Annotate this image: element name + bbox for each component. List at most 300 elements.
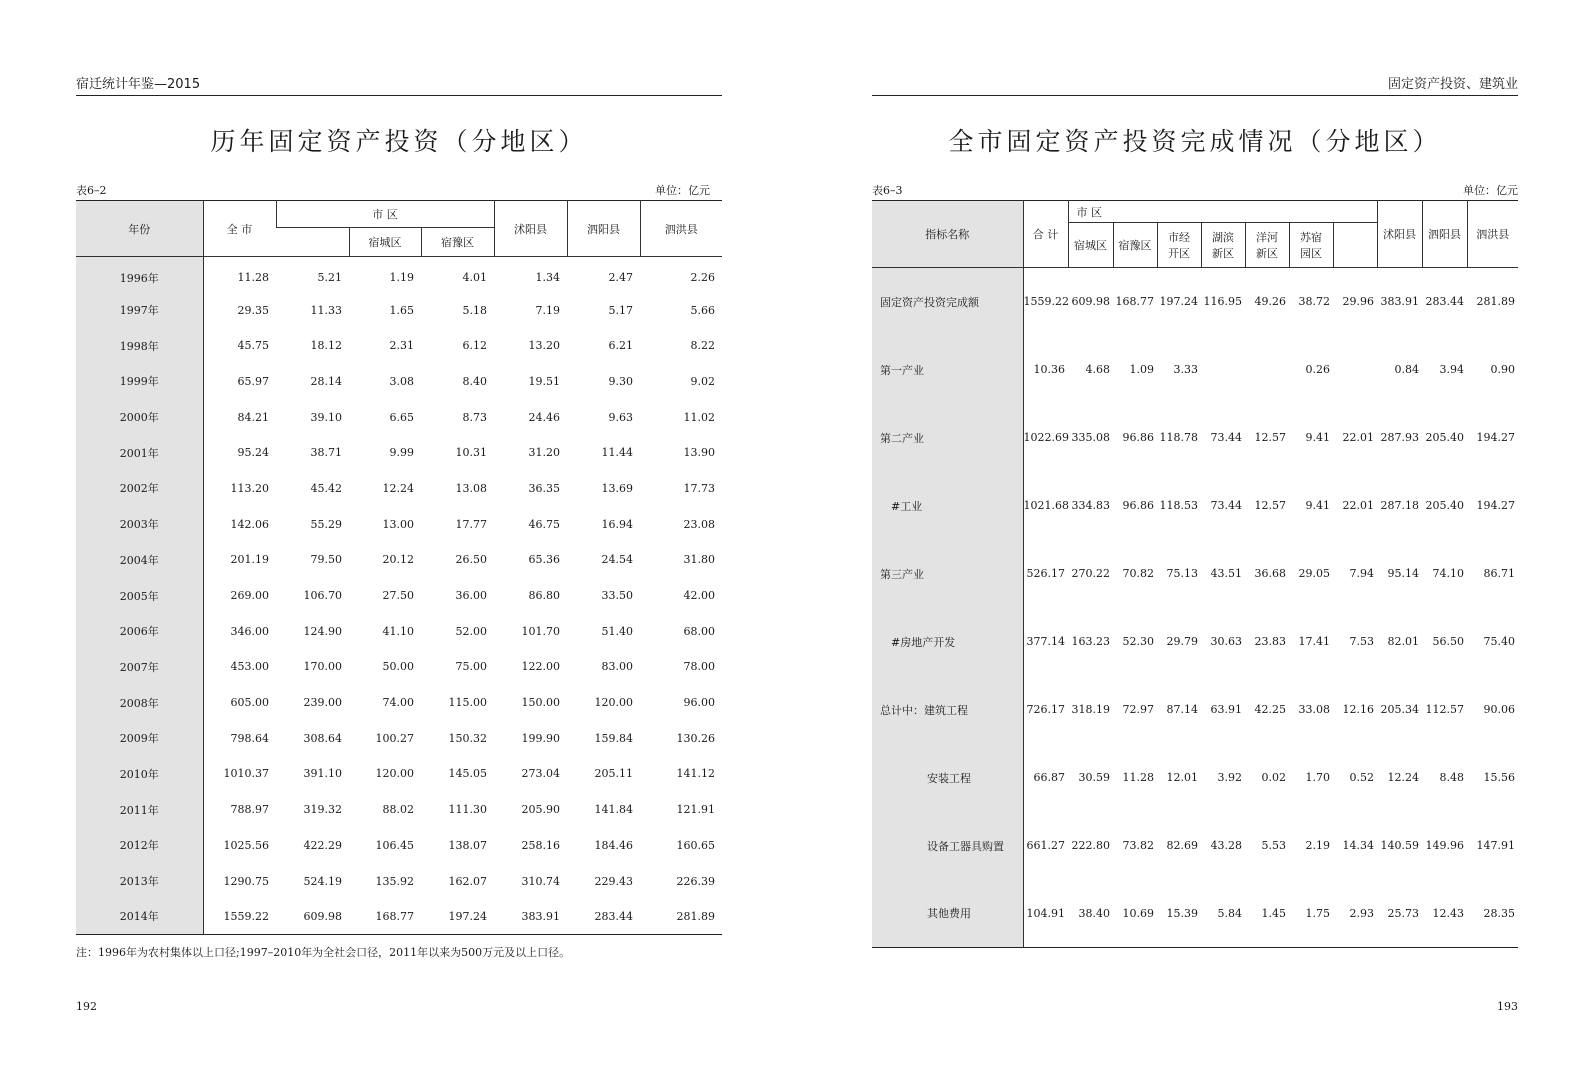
value-cell: 159.84 (594, 731, 634, 745)
value-cell: 3.92 (1217, 771, 1242, 784)
value-cell: 122.00 (521, 660, 561, 674)
value-cell: 104.91 (1026, 906, 1065, 920)
year-cell: 2002年 (76, 471, 203, 507)
value-cell: 1021.68 (1023, 499, 1069, 512)
value-cell: 524.19 (303, 874, 342, 888)
value-cell: 56.50 (1432, 635, 1465, 648)
value-cell: 74.10 (1432, 567, 1465, 580)
value-cell: 281.89 (1476, 295, 1516, 309)
value-cell: 30.59 (1078, 771, 1110, 784)
value-cell: 106.45 (375, 838, 414, 852)
table-row (872, 404, 1518, 472)
indicator-name-cell: 第三产业 (872, 540, 1023, 608)
value-cell: 308.64 (303, 731, 342, 745)
table-title: 历年固定资产投资（分地区） (210, 127, 588, 156)
value-cell: 121.91 (676, 803, 716, 817)
value-cell: 19.51 (528, 374, 561, 388)
value-cell: 197.24 (1159, 295, 1198, 309)
value-cell: 9.63 (608, 410, 634, 424)
value-cell: 5.17 (608, 303, 634, 317)
table-row (872, 336, 1518, 404)
header-suzhou-line1: 苏宿 (1300, 231, 1322, 244)
value-cell: 269.00 (230, 589, 269, 603)
value-cell: 2.47 (608, 271, 634, 285)
year-cell: 1997年 (76, 292, 203, 328)
header-sihong: 泗洪县 (1467, 201, 1518, 268)
value-cell: 95.14 (1387, 567, 1420, 580)
table-row (76, 828, 722, 864)
value-cell: 5.18 (462, 303, 488, 317)
value-cell: 13.69 (601, 481, 634, 495)
year-cell: 2004年 (76, 542, 203, 578)
value-cell: 124.90 (303, 624, 342, 638)
value-cell: 318.19 (1071, 703, 1110, 716)
value-cell: 229.43 (594, 874, 634, 888)
indicator-name-cell: #房地产开发 (872, 608, 1023, 676)
table-row (872, 540, 1518, 608)
value-cell: 0.84 (1394, 363, 1420, 376)
value-cell: 1022.69 (1023, 431, 1069, 444)
value-cell: 14.34 (1342, 839, 1375, 852)
table-row (76, 435, 722, 471)
value-cell: 86.80 (528, 589, 561, 603)
running-head-text: 固定资产投资、建筑业 (1387, 77, 1518, 92)
header-sihong: 泗洪县 (640, 201, 722, 257)
value-cell: 141.12 (676, 767, 716, 781)
value-cell: 0.02 (1261, 771, 1286, 784)
value-cell: 3.33 (1173, 363, 1198, 376)
header-sucheng: 宿城区 (349, 228, 421, 257)
header-yanghe-line2: 新区 (1256, 247, 1278, 260)
value-cell: 9.41 (1305, 431, 1330, 444)
value-cell: 526.17 (1026, 567, 1065, 580)
year-cell: 2005年 (76, 578, 203, 614)
value-cell: 83.00 (601, 660, 634, 674)
table-row (76, 578, 722, 614)
value-cell: 51.40 (601, 624, 634, 638)
value-cell: 9.99 (389, 446, 414, 460)
value-cell: 788.97 (230, 803, 269, 817)
header-econ-dev-line1: 市经 (1168, 231, 1190, 244)
value-cell: 82.69 (1166, 839, 1198, 852)
value-cell: 226.39 (676, 874, 716, 888)
value-cell: 1.19 (389, 271, 414, 285)
value-cell: 36.68 (1254, 567, 1286, 580)
value-cell: 1290.75 (223, 874, 269, 888)
header-shuyang: 沭阳县 (494, 201, 567, 257)
value-cell: 1025.56 (223, 838, 269, 852)
year-cell: 2013年 (76, 863, 203, 899)
value-cell: 42.25 (1254, 703, 1286, 716)
value-cell: 4.01 (462, 271, 488, 285)
indicator-name-cell: 设备工器具购置 (872, 812, 1023, 880)
table-row (76, 720, 722, 756)
value-cell: 8.40 (462, 374, 488, 388)
value-cell: 96.86 (1122, 431, 1154, 444)
footnote: 注：1996年为农村集体以上口径;1997–2010年为全社会口径，2011年以来为500万元及以上口径。 (76, 946, 571, 959)
value-cell: 142.06 (230, 517, 269, 531)
value-cell: 29.96 (1342, 295, 1375, 309)
value-cell: 319.32 (303, 803, 342, 817)
value-cell: 1.45 (1261, 906, 1286, 920)
value-cell: 65.36 (528, 553, 561, 567)
value-cell: 0.52 (1349, 771, 1375, 784)
value-cell: 12.24 (382, 481, 414, 495)
value-cell: 135.92 (375, 874, 414, 888)
value-cell: 17.41 (1298, 635, 1330, 648)
value-cell: 66.87 (1033, 771, 1065, 784)
value-cell: 145.05 (448, 767, 488, 781)
table-row (872, 880, 1518, 948)
value-cell: 130.26 (676, 731, 716, 745)
value-cell: 8.22 (690, 339, 716, 353)
value-cell: 26.50 (455, 553, 488, 567)
indicator-name-cell: 安装工程 (872, 744, 1023, 812)
header-hubin (1201, 223, 1245, 268)
value-cell: 334.83 (1071, 499, 1110, 512)
header-sucheng: 宿城区 (1068, 223, 1113, 268)
table-row (872, 812, 1518, 880)
header-hubin-line2: 新区 (1212, 247, 1234, 260)
table-row (76, 685, 722, 721)
header-suyu: 宿豫区 (421, 228, 494, 257)
left-page (76, 0, 722, 1077)
table-row (76, 328, 722, 364)
value-cell: 273.04 (521, 767, 561, 781)
value-cell: 147.91 (1476, 839, 1516, 852)
running-head (872, 75, 1518, 96)
table-number: 表6–2 (76, 184, 107, 197)
header-urban: 市 区 (1068, 201, 1377, 223)
value-cell: 38.72 (1298, 295, 1330, 309)
table-row (76, 756, 722, 792)
value-cell: 38.40 (1078, 906, 1110, 920)
header-urban-spacer (1333, 223, 1377, 268)
indicator-name-cell: 固定资产投资完成额 (872, 268, 1023, 336)
value-cell: 17.77 (455, 517, 488, 531)
value-cell: 0.90 (1490, 363, 1516, 376)
value-cell: 73.44 (1210, 431, 1242, 444)
value-cell: 11.44 (601, 446, 634, 460)
header-siyang: 泗阳县 (1422, 201, 1467, 268)
value-cell: 346.00 (230, 624, 269, 638)
value-cell: 55.29 (310, 517, 342, 531)
value-cell: 7.53 (1349, 635, 1375, 648)
value-cell: 29.05 (1298, 567, 1330, 580)
value-cell: 9.30 (608, 374, 634, 388)
value-cell: 6.12 (462, 339, 488, 353)
value-cell: 383.91 (521, 909, 561, 923)
value-cell: 453.00 (230, 660, 269, 674)
value-cell: 38.71 (310, 446, 342, 460)
table-row (872, 676, 1518, 744)
value-cell: 28.35 (1483, 906, 1516, 920)
investment-completion-body (872, 268, 1518, 948)
value-cell: 239.00 (303, 696, 342, 710)
value-cell: 15.56 (1483, 771, 1516, 784)
value-cell: 27.50 (382, 589, 414, 603)
value-cell: 120.00 (594, 696, 634, 710)
value-cell: 70.82 (1122, 567, 1154, 580)
header-siyang: 泗阳县 (567, 201, 640, 257)
value-cell: 31.80 (683, 553, 716, 567)
table-row (76, 649, 722, 685)
value-cell: 798.64 (230, 731, 269, 745)
value-cell: 74.00 (382, 696, 414, 710)
value-cell: 118.53 (1159, 499, 1198, 512)
value-cell: 96.00 (683, 696, 716, 710)
header-yanghe-line1: 洋河 (1256, 231, 1278, 244)
value-cell: 112.57 (1425, 703, 1465, 716)
value-cell: 201.19 (230, 553, 269, 567)
value-cell: 287.93 (1380, 431, 1420, 444)
value-cell: 1.70 (1305, 771, 1330, 784)
value-cell: 149.96 (1425, 839, 1465, 852)
value-cell: 10.31 (455, 446, 488, 460)
value-cell: 41.10 (382, 624, 414, 638)
value-cell: 84.21 (237, 410, 269, 424)
value-cell: 194.27 (1476, 499, 1516, 512)
value-cell: 36.35 (528, 481, 561, 495)
value-cell: 1.65 (389, 303, 414, 317)
value-cell: 5.66 (690, 303, 716, 317)
value-cell: 29.79 (1166, 635, 1198, 648)
indicator-name-cell: 总计中：建筑工程 (872, 676, 1023, 744)
value-cell: 63.91 (1210, 703, 1242, 716)
running-head (76, 75, 722, 96)
value-cell: 12.16 (1342, 703, 1375, 716)
value-cell: 23.08 (683, 517, 716, 531)
unit-label: 单位：亿元 (655, 184, 710, 197)
value-cell: 78.00 (683, 660, 716, 674)
value-cell: 82.01 (1387, 635, 1420, 648)
indicator-name-cell: #工业 (872, 472, 1023, 540)
value-cell (1333, 336, 1377, 404)
value-cell: 197.24 (448, 909, 488, 923)
table-row (872, 608, 1518, 676)
value-cell: 75.00 (455, 660, 488, 674)
value-cell: 6.21 (608, 339, 634, 353)
header-econ-dev-zone (1157, 223, 1201, 268)
value-cell: 3.08 (389, 374, 414, 388)
table-row (76, 792, 722, 828)
value-cell: 335.08 (1071, 431, 1110, 444)
value-cell: 12.43 (1432, 906, 1465, 920)
value-cell: 33.08 (1298, 703, 1330, 716)
value-cell: 391.10 (303, 767, 342, 781)
value-cell: 168.77 (1115, 295, 1154, 309)
value-cell: 73.82 (1122, 839, 1154, 852)
year-cell: 1996年 (76, 257, 203, 293)
value-cell: 30.63 (1210, 635, 1242, 648)
header-suzhou-park (1289, 223, 1333, 268)
value-cell: 11.28 (1122, 771, 1154, 784)
year-cell: 1999年 (76, 364, 203, 400)
value-cell: 168.77 (375, 909, 414, 923)
investment-completion-table (872, 200, 1518, 948)
year-cell: 2007年 (76, 649, 203, 685)
value-cell: 16.94 (601, 517, 634, 531)
value-cell: 5.21 (317, 271, 342, 285)
value-cell: 150.00 (521, 696, 561, 710)
value-cell: 1559.22 (223, 909, 269, 923)
value-cell: 65.97 (237, 374, 269, 388)
value-cell: 24.46 (528, 410, 561, 424)
value-cell: 281.89 (676, 909, 716, 923)
table-meta (76, 182, 722, 198)
table-row (76, 292, 722, 328)
value-cell: 86.71 (1483, 567, 1516, 580)
value-cell: 141.84 (594, 803, 634, 817)
page-number: 193 (1497, 1000, 1518, 1013)
value-cell: 287.18 (1380, 499, 1420, 512)
value-cell: 7.19 (535, 303, 561, 317)
table-title: 全市固定资产投资完成情况（分地区） (948, 127, 1442, 156)
value-cell: 383.91 (1380, 295, 1420, 309)
value-cell: 101.70 (521, 624, 561, 638)
table-number: 表6–3 (872, 184, 903, 197)
value-cell: 205.40 (1425, 431, 1465, 444)
value-cell: 1.34 (535, 271, 561, 285)
value-cell (1245, 336, 1289, 404)
value-cell: 11.28 (237, 271, 269, 285)
value-cell: 12.24 (1387, 771, 1420, 784)
value-cell: 2.31 (389, 339, 414, 353)
value-cell: 2.93 (1349, 906, 1375, 920)
value-cell: 140.59 (1380, 839, 1420, 852)
value-cell: 87.14 (1166, 703, 1198, 716)
value-cell: 111.30 (448, 803, 488, 817)
year-cell: 2009年 (76, 720, 203, 756)
value-cell: 4.68 (1085, 363, 1110, 376)
value-cell: 25.73 (1387, 906, 1420, 920)
table-row (76, 613, 722, 649)
value-cell: 22.01 (1342, 431, 1375, 444)
value-cell: 43.28 (1210, 839, 1242, 852)
value-cell: 12.57 (1254, 499, 1286, 512)
value-cell: 28.14 (310, 374, 342, 388)
value-cell: 79.50 (310, 553, 342, 567)
value-cell: 0.26 (1305, 363, 1330, 376)
value-cell: 118.78 (1159, 431, 1198, 444)
table-row (872, 472, 1518, 540)
value-cell: 222.80 (1071, 839, 1110, 852)
value-cell: 199.90 (521, 731, 561, 745)
value-cell: 49.26 (1254, 295, 1286, 309)
value-cell: 22.01 (1342, 499, 1375, 512)
table-row (76, 899, 722, 935)
value-cell: 422.29 (303, 838, 342, 852)
header-year: 年份 (76, 201, 203, 257)
year-cell: 2012年 (76, 828, 203, 864)
value-cell: 1.75 (1305, 906, 1330, 920)
value-cell: 1.09 (1129, 363, 1154, 376)
table-row (76, 399, 722, 435)
header-city-total: 全 市 (203, 201, 276, 257)
table-row (76, 542, 722, 578)
value-cell: 15.39 (1166, 906, 1198, 920)
running-head-text: 宿迁统计年鉴—2015 (76, 77, 201, 92)
table-row (872, 744, 1518, 812)
value-cell: 12.01 (1166, 771, 1198, 784)
indicator-name-cell: 其他费用 (872, 880, 1023, 948)
value-cell: 45.75 (237, 339, 269, 353)
header-total: 合 计 (1023, 201, 1068, 268)
value-cell: 163.23 (1071, 635, 1110, 648)
year-cell: 2010年 (76, 756, 203, 792)
year-cell: 2003年 (76, 506, 203, 542)
table-row (76, 863, 722, 899)
value-cell: 726.17 (1026, 703, 1065, 716)
header-yanghe (1245, 223, 1289, 268)
value-cell: 23.83 (1254, 635, 1286, 648)
value-cell: 95.24 (237, 446, 269, 460)
page-number: 192 (76, 1000, 97, 1013)
value-cell: 6.65 (389, 410, 414, 424)
value-cell: 33.50 (601, 589, 634, 603)
header-suyu: 宿豫区 (1113, 223, 1157, 268)
value-cell: 13.00 (382, 517, 414, 531)
value-cell: 270.22 (1071, 567, 1110, 580)
annual-investment-table (76, 200, 722, 935)
value-cell: 31.20 (528, 446, 561, 460)
value-cell: 11.02 (683, 410, 716, 424)
value-cell: 43.51 (1210, 567, 1242, 580)
value-cell: 13.90 (683, 446, 716, 460)
value-cell: 68.00 (683, 624, 716, 638)
value-cell: 10.69 (1122, 906, 1154, 920)
value-cell: 36.00 (455, 589, 488, 603)
value-cell: 45.42 (310, 481, 342, 495)
year-cell: 1998年 (76, 328, 203, 364)
value-cell: 138.07 (448, 838, 488, 852)
value-cell: 52.00 (455, 624, 488, 638)
value-cell: 377.14 (1026, 635, 1065, 648)
value-cell: 18.12 (310, 339, 342, 353)
value-cell: 609.98 (1071, 295, 1110, 309)
header-hubin-line1: 湖滨 (1212, 231, 1234, 244)
value-cell: 1559.22 (1023, 295, 1069, 309)
value-cell: 72.97 (1122, 703, 1154, 716)
value-cell: 205.90 (521, 803, 561, 817)
unit-label: 单位：亿元 (1463, 184, 1518, 197)
value-cell: 9.41 (1305, 499, 1330, 512)
value-cell: 283.44 (1425, 295, 1465, 309)
table-meta (872, 182, 1518, 198)
value-cell: 10.36 (1033, 363, 1065, 376)
value-cell: 29.35 (237, 303, 269, 317)
year-cell: 2008年 (76, 685, 203, 721)
value-cell: 205.11 (594, 767, 634, 781)
indicator-name-cell: 第二产业 (872, 404, 1023, 472)
value-cell: 5.53 (1261, 839, 1286, 852)
header-urban: 市 区 (276, 201, 494, 228)
value-cell: 2.19 (1305, 839, 1330, 852)
header-suzhou-line2: 园区 (1300, 247, 1322, 260)
value-cell: 162.07 (448, 874, 488, 888)
header-econ-dev-line2: 开区 (1168, 247, 1190, 260)
value-cell: 205.40 (1425, 499, 1465, 512)
header-shuyang: 沭阳县 (1377, 201, 1422, 268)
value-cell: 20.12 (382, 553, 414, 567)
value-cell: 5.84 (1217, 906, 1242, 920)
value-cell: 609.98 (303, 909, 342, 923)
right-page (872, 0, 1518, 1077)
value-cell: 150.32 (448, 731, 488, 745)
table-row (76, 506, 722, 542)
value-cell: 100.27 (375, 731, 414, 745)
value-cell: 13.08 (455, 481, 488, 495)
